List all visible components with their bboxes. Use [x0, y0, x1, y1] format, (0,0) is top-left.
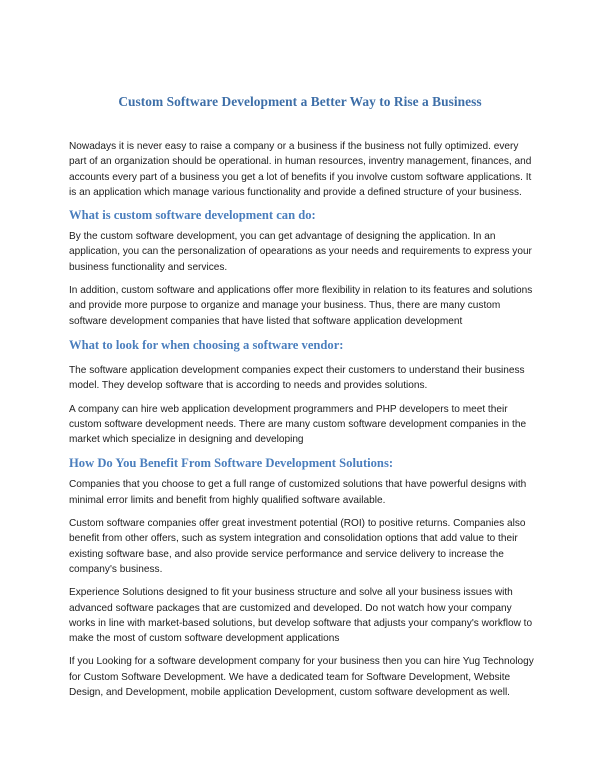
section-heading-what-can-do: What is custom software development can do: — [69, 208, 316, 223]
section-paragraph: Companies that you choose to get a full range of customized solutions that have powerful designs with minimal error limits and benefit from highly qualified software available. — [69, 479, 527, 506]
section-paragraph: Custom software companies offer great investment potential (ROI) to positive returns. Companies also benefit from other offers, such as system integration and consolidation options that add value to their existing software base, and also provide service performance and service delivery to increase the company's business. — [69, 518, 526, 575]
section-paragraph: The software application development companies expect their customers to understand their business model. They develop software that is according to needs and provides solutions. — [69, 364, 525, 392]
section-paragraph: Experience Solutions designed to fit your business structure and solve all your business issues with advanced software packages that are customized and developed. Do not watch how your company works in line with market-based solutions, but develop software that adjusts your company's workflow to make the most of custom software development applications — [69, 587, 533, 645]
document-body — [69, 139, 535, 708]
section-paragraph: By the custom software development, you can get advantage of designing the application. In an application, you can the personalization of opearations as your needs and requirements to express your business functionality and services. — [69, 231, 532, 273]
section-paragraph: If you Looking for a software development company for your business then you can hire Yug Technology for Custom Software Development. We have a dedicated team for Software Development, Website Design, and Development, mobile application Development, custom software development as well. — [69, 656, 534, 699]
section-paragraph: A company can hire web application development programmers and PHP developers to meet their custom software development needs. There are many custom software development companies in the market which specialize in designing and developing — [69, 403, 527, 446]
section-heading-choosing-vendor: What to look for when choosing a software vendor: — [69, 337, 344, 352]
section-paragraph: In addition, custom software and applications offer more flexibility in relation to its features and solutions and provide more purpose to organize and manage your business. Thus, there are many custom software development companies that have listed that software application development — [69, 285, 533, 327]
intro-paragraph: Nowadays it is never easy to raise a company or a business if the business not fully optimized. every part of an organization should be operational. in human resources, inventry management, finances, and accounts every part of a business you get a lot of benefits if you involve custom software applications. It is an application which manage various functionality and provide a defined structure of your business. — [69, 141, 532, 198]
document-title: Custom Software Development a Better Way to Rise a Business — [118, 94, 482, 109]
section-heading-benefits: How Do You Benefit From Software Development Solutions: — [69, 456, 394, 471]
